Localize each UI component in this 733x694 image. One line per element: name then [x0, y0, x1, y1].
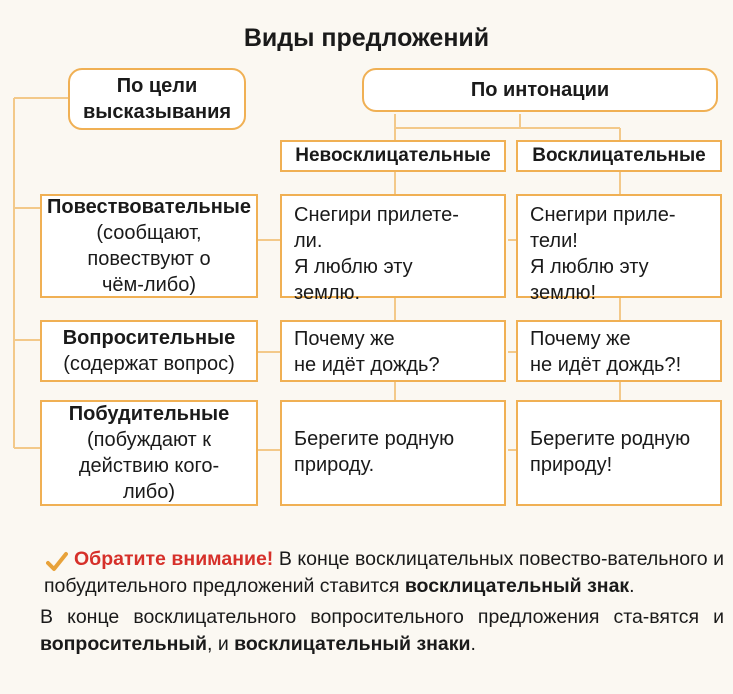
row-imperative	[40, 400, 258, 506]
category-intonation-label: По интонации	[470, 79, 610, 101]
attention-end-1: .	[629, 575, 635, 597]
attention-bold-3: восклицательный знаки	[234, 633, 471, 655]
row-declarative-desc: (сообщают, повествуют о чём-либо)	[87, 222, 211, 296]
attention-bold-2: вопросительный	[40, 633, 208, 655]
column-header-non-exclamatory-label: Невосклицательные	[295, 145, 491, 166]
diagram-title: Виды предложений	[243, 24, 490, 52]
row-interrogative	[40, 320, 258, 382]
row-declarative-name: Повествовательные	[46, 196, 251, 218]
attention-mid-2: , и	[207, 633, 229, 655]
attention-paragraph-1	[44, 546, 724, 600]
attention-bold-1: восклицательный знак	[404, 575, 630, 597]
column-header-exclamatory-label: Восклицательные	[532, 145, 706, 166]
example-declarative-non-exclamatory: Снегири прилете- ли. Я люблю эту землю.	[280, 194, 506, 298]
attention-note	[40, 546, 724, 658]
attention-paragraph-2	[40, 604, 724, 658]
category-purpose	[68, 68, 246, 130]
row-interrogative-name: Вопросительные	[62, 327, 236, 349]
column-header-non-exclamatory	[280, 140, 506, 172]
attention-end-2: .	[470, 633, 476, 655]
example-imperative-non-exclamatory: Берегите родную природу.	[280, 400, 506, 506]
example-declarative-exclamatory: Снегири приле- тели! Я люблю эту землю!	[516, 194, 722, 298]
row-declarative	[40, 194, 258, 298]
category-purpose-label: По цели высказывания	[82, 75, 232, 123]
attention-text-2: В конце восклицательного вопросительного предложения ста-вятся и	[40, 606, 724, 628]
category-intonation	[362, 68, 718, 112]
attention-text-1: В конце восклицательных повество-вательного и побудительного предложений ставится	[44, 548, 724, 597]
example-interrogative-exclamatory: Почему же не идёт дождь?!	[516, 320, 722, 382]
column-header-exclamatory	[516, 140, 722, 172]
row-imperative-name: Побудительные	[68, 403, 230, 425]
example-interrogative-non-exclamatory: Почему же не идёт дождь?	[280, 320, 506, 382]
attention-label: Обратите внимание!	[74, 548, 274, 570]
example-imperative-exclamatory: Берегите родную природу!	[516, 400, 722, 506]
row-imperative-desc: (побуждают к действию кого-либо)	[78, 429, 220, 503]
row-interrogative-desc: (содержат вопрос)	[63, 353, 235, 375]
